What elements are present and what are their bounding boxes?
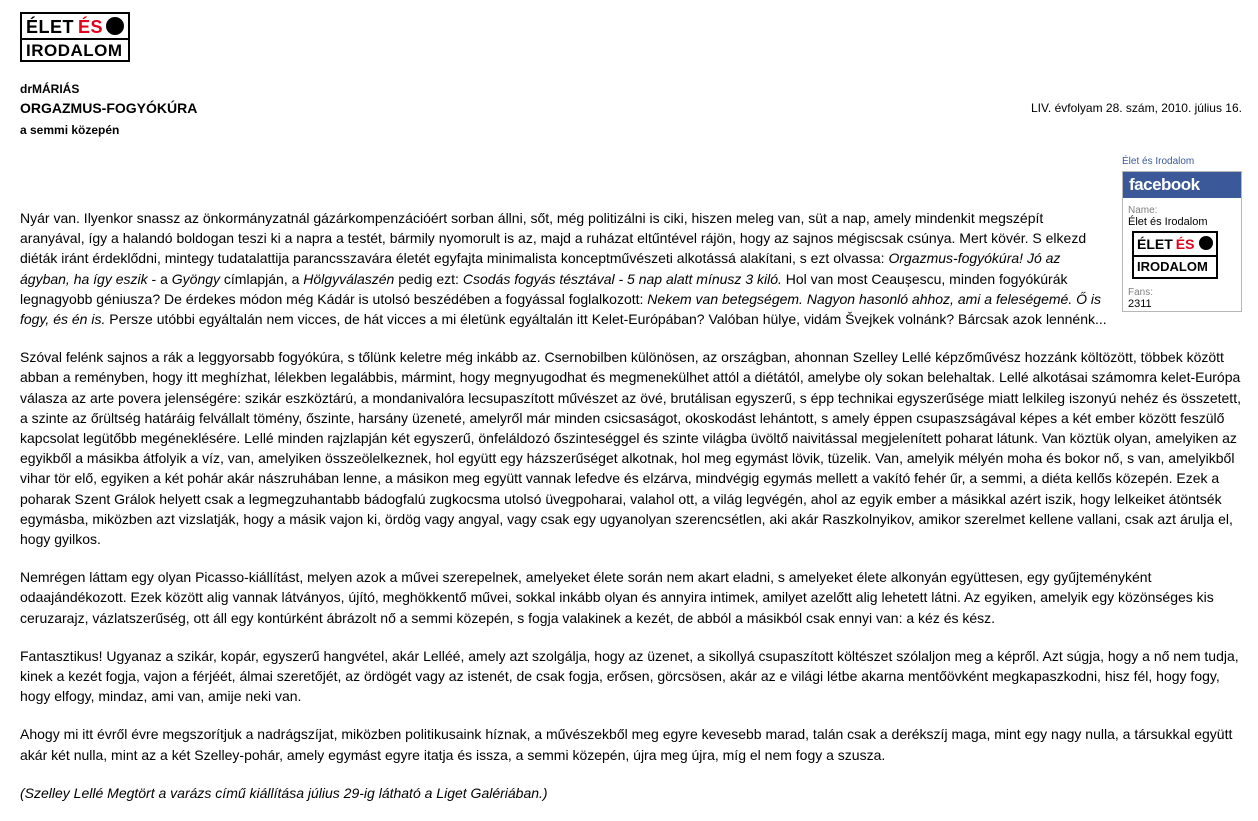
site-logo[interactable] bbox=[20, 12, 130, 62]
logo-text-top: ÉLET ÉS bbox=[26, 17, 104, 37]
article-body bbox=[20, 208, 1242, 821]
facebook-page-logo[interactable]: ÉLET ÉS IRODALOM bbox=[1132, 231, 1218, 279]
paragraph-5: Ahogy mi itt évről évre megszorítjuk a nadrágszíjat, miközben politikusaink híznak, a művészekből meg egyre kevesebb marad, talán csak a derékszíj maga, mint egy nagy nulla, a társukkal együtt akár két nulla, mint az a két Szelley-pohár, amely egymást egyre itatja és issza, a semmi közepén, újra meg újra, míg el nem fogy a szusza. bbox=[20, 726, 1233, 763]
facebook-page-link[interactable]: Élet és Irodalom bbox=[1122, 156, 1195, 167]
article-author: drMÁRIÁS bbox=[20, 82, 80, 96]
facebook-name-label: Name: bbox=[1128, 205, 1158, 216]
exhibition-note: (Szelley Lellé Megtört a varázs című kiállítása július 29-ig látható a Liget Galériában.) bbox=[20, 784, 548, 801]
logo-text-bottom: IRODALOM bbox=[26, 41, 123, 60]
logo-dot bbox=[106, 17, 124, 35]
facebook-name-value: Élet és Irodalom bbox=[1128, 216, 1208, 228]
paragraph-3: Nemrégen láttam egy olyan Picasso-kiállítást, melyen azok a művei szerepelnek, amelyeket élete során nem akart eladni, s amelyeket élete alkonyán együttesen, egy gyűjteményként odaajándékozott. Ezek között alig vannak látványos, újító, meghökkentő művei, sokkal inkább olyan és annyira intimek, amilyet azelőtt alig lehetett látni. Az egyiken, amelyik egy közönséges kis ceruzarajz, vázlatszerűség, ott áll egy kontúrként ábrázolt nő a semmi közepén, s fogja valakinek a kezét, de abból a másikból csak ennyi van: a kéz és kész. bbox=[20, 569, 1214, 626]
paragraph-4: Fantasztikus! Ugyanaz a szikár, kopár, egyszerű hangvétel, akár Lelléé, amely azt szolgálja, hogy az üzenet, a sikollyá csupaszított költészet szólaljon meg a képről. Azt súgja, hogy a nő nem tudja, kinek a kezét fogja, vajon a férjéét, álmai szeretőjét, az ördögét vagy az istenét, de csak fogja, erősen, görcsösen, akár az e világi létbe akarna mentőövként megkapaszkodni, hisz fél, hogy fogy, hogy elfogy, mindaz, ami van, amije neki van. bbox=[20, 647, 1239, 705]
article-subtitle: a semmi közepén bbox=[20, 123, 120, 137]
paragraph-2: Szóval felénk sajnos a rák a leggyorsabb fogyókúra, s tőlünk keletre még inkább az. Csernobilben különösen, az országban, ahonnan Szelley Lellé képzőművész hozzánk költözött, többek között abban a reményben, hogy itt meghízhat, lélekben legalábbis, mármint, hogy megnyugodhat és megmenekülhet attól a diétától, amelybe oly sokan belehaltak. Lellé alkotásai számomra kelet-Európa válasza az arte povera jelenségére: szikár eszköztárú, a mondanivalóra lecsupaszított művészet az övé, brutálisan egyszerű, s épp technikai egyszerűsége miatt lelkileg iszonyú nehéz és összetett, a szinte az őrültség határáig felvállalt tömény, őszinte, harsány üzeneté, amelyről már minden csicsaságot, okoskodást lehántott, s amely éppen csupaszságával képes a két ember között feszülő kapcsolat legütőbb megéneklésére. Lellé minden rajzlapján két egyszerű, önfeláldozó őszinteséggel és szinte világba üvöltő naivitással megjelenített poharat látunk. Van köztük olyan, amelyiken az egyikből a másikba átfolyik a víz, van, amelyiken összeölelkeznek, hol együtt egy házszerűséget alkotnak, hol meg egymást lövik, tüzelik. Van, amelyik mélyén moha és bokor nő, s van, amelyikből vihar tör elő, egyiken a két pohár akár nászruhában lenne, a másikon meg együtt vannak lefedve és elzárva, mindvégig egymás mellett a vakító fehér űr, a semmi, a diéta kellős közepén. Ezek a poharak Szent Grálok helyett csak a legmegzuhantabb bádogfalú zugkocsma utolsó üvegpoharai, valahol ott, a világ legvégén, ahol az egyik ember a másikkal azért iszik, hogy lelkeiket átöntsék egymásba, miközben azt vizslatják, hogy a másik vajon ki, ördög vagy angyal, vagy csak egy ugyanolyan szerencsétlen, aki akár Raszkolnyikov, amikor szerelmet kellene vallani, csak azt árulja el, hogy gyilkos. bbox=[20, 349, 1241, 548]
article-title: ORGAZMUS-FOGYÓKÚRA bbox=[20, 100, 198, 116]
issue-info: LIV. évfolyam 28. szám, 2010. július 16. bbox=[1030, 101, 1242, 115]
logo-divider bbox=[22, 38, 128, 40]
paragraph-1: Nyár van. Ilyenkor snassz az önkormányzatnál gázárkompenzációért sorban állni, sőt, még politizálni is ciki, hiszen meleg van, süt a nap, amely mindenkit megszépít aranyával, így a halandó boldogan teszi ki a napra a testét, bármily nyomorult is az, majd a ruházat eltűntével rájön, hogy az sajnos mégiscsak csúnya. Mert kövér. S elkezd diéták iránt érdeklődni, mintegy tudatalattija parancsszavára életét egyfajta minimalista konceptművészeti alkotássá alakítani, s ezt olvassa: Orgazmus-fogyókúra! Jó az ágyban, ha így eszik - a Gyöngy címlapján, a Hölgyválaszén pedig ezt: Csodás fogyás tésztával - 5 nap alatt mínusz 3 kiló. Hol van most Ceaușescu, minden fogyókúrák legnagyobb géniusza? De érdekes módon még Kádár is utolsó beszédében a fogyással foglalkozott: Nekem van betegségem. Nagyon hasonló ahhoz, ami a feleségemé. Ő is fogy, és én is. Persze utóbbi egyáltalán nem vicces, de hát vicces a mi életünk egyáltalán itt Kelet-Európában? Valóban hülye, vidám Švejkek volnánk? Bárcsak azok lennénk... bbox=[20, 210, 1107, 328]
facebook-fans-label: Fans: bbox=[1128, 287, 1154, 298]
facebook-brand[interactable]: facebook bbox=[1123, 172, 1241, 198]
facebook-fans-count: 2311 bbox=[1128, 298, 1152, 310]
